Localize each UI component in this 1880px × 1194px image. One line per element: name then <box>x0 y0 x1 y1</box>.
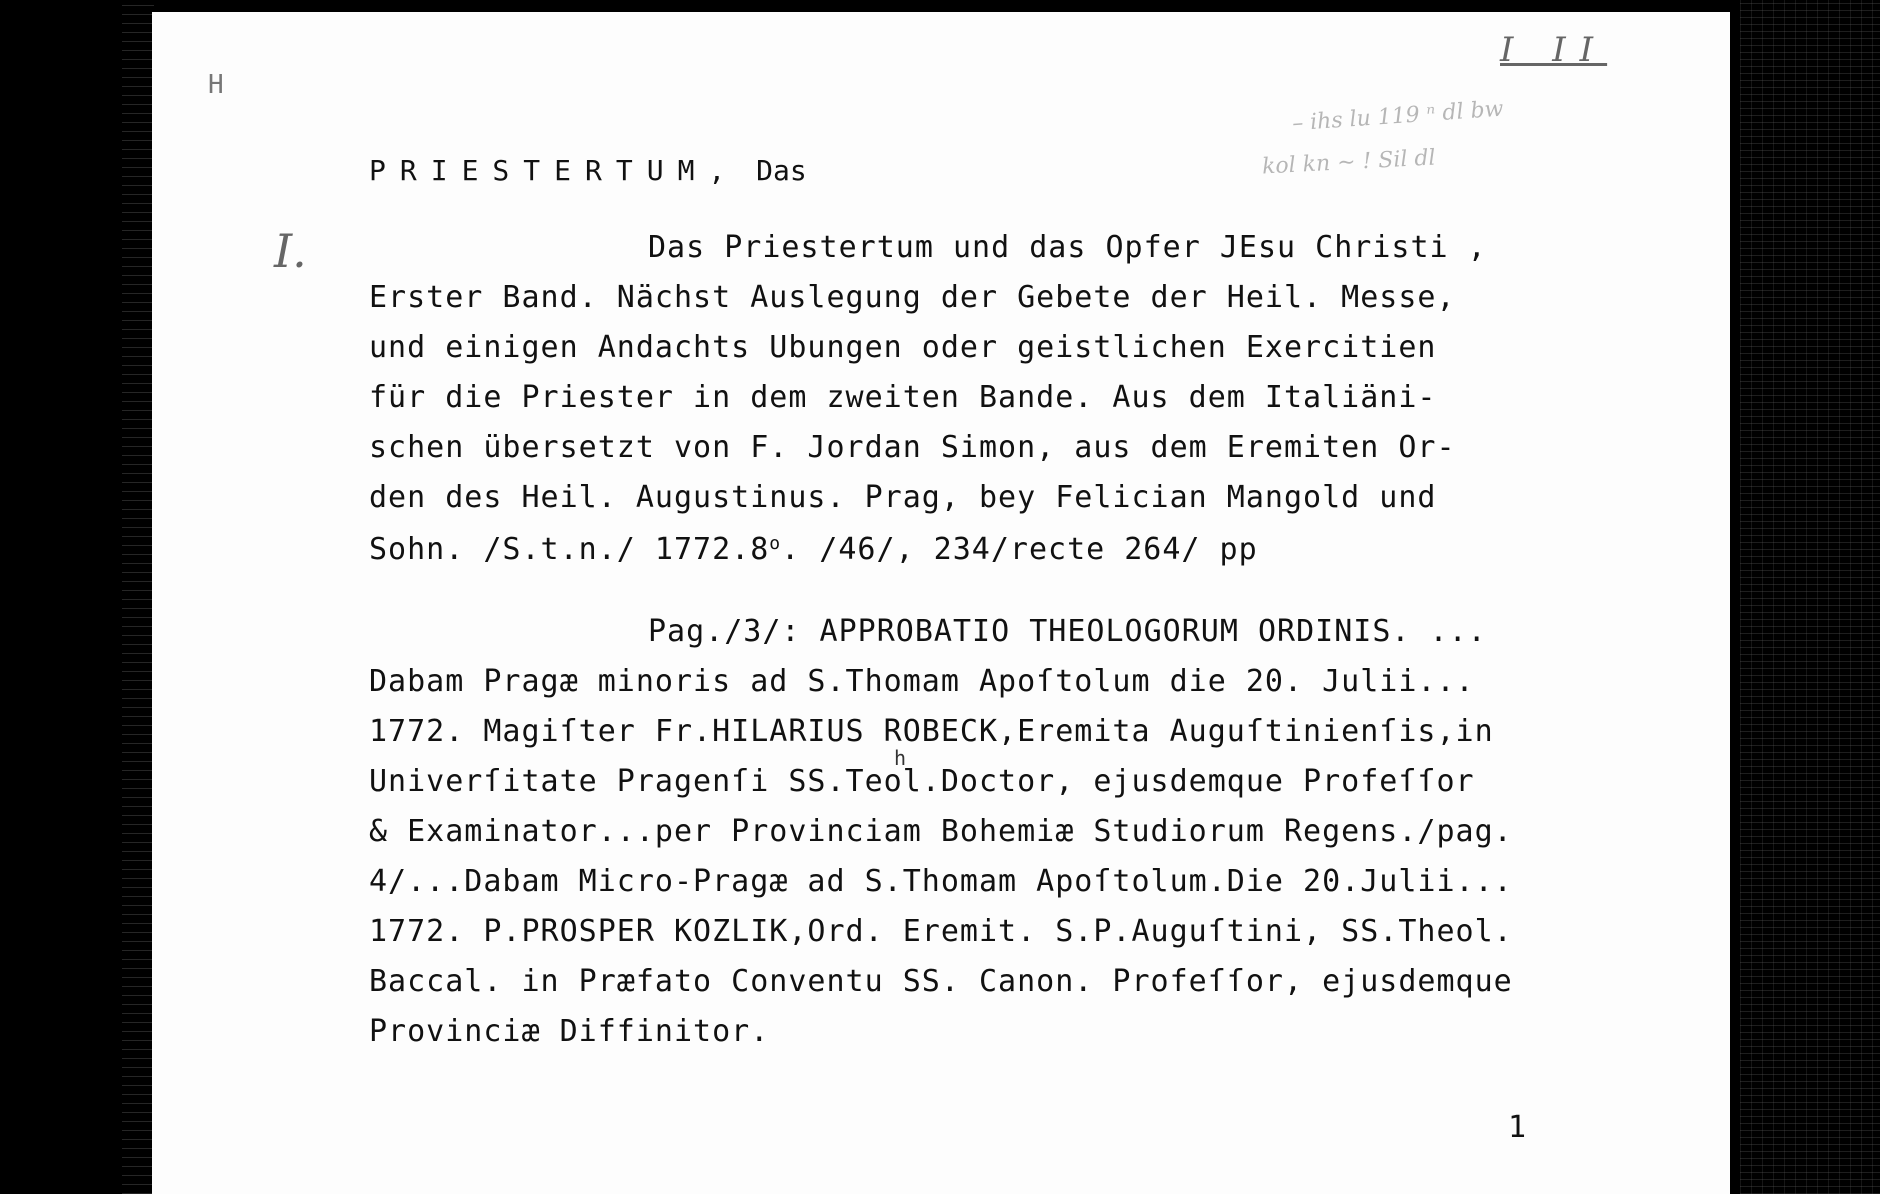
para1-line: schen übersetzt von F. Jordan Simon, aus dem Eremiten Or- <box>369 430 1456 465</box>
pencil-scribble-2: kol kn ~ ! Sil dl <box>1261 145 1437 180</box>
imprint-text: Sohn. /S.t.n./ 1772.8 <box>369 532 770 567</box>
index-card <box>152 12 1730 1194</box>
pencil-volume-marks: I II <box>1500 30 1608 70</box>
para1-line: Das Priestertum und das Opfer JEsu Christi , <box>648 230 1487 265</box>
para2-line: & Examinator...per Provinciam Bohemiæ Studiorum Regens./pag. <box>369 814 1513 849</box>
page-number: 1 <box>1508 1110 1527 1145</box>
para2-line: 4/...Dabam Micro-Pragæ ad S.Thomam Apoſtolum.Die 20.Julii... <box>369 864 1513 899</box>
film-edge-left <box>122 0 154 1194</box>
entry-heading <box>369 154 807 187</box>
para1-last-line <box>369 532 1258 567</box>
para2-line: Pag./3/: APPROBATIO THEOLOGORUM ORDINIS. ... <box>648 614 1487 649</box>
para1-line: Erster Band. Nächst Auslegung der Gebete der Heil. Messe, <box>369 280 1456 315</box>
inline-correction: h <box>894 746 907 770</box>
heading-article: Das <box>756 154 807 187</box>
margin-note: I. <box>274 224 307 278</box>
para1-line: den des Heil. Augustinus. Prag, bey Felician Mangold und <box>369 480 1437 515</box>
collation-text: . /46/, 234/recte 264/ pp <box>781 532 1258 567</box>
pencil-scribble-1: – ihs lu 119 ⁿ dl bw <box>1291 96 1505 137</box>
para2-line: Univerſitate Pragenſi SS.Teol.Doctor, ejusdemque Profeſſor <box>369 764 1475 799</box>
para1-line: und einigen Andachts Ubungen oder geistlichen Exercitien <box>369 330 1437 365</box>
para1-line: für die Priester in dem zweiten Bande. Aus dem Italiäni- <box>369 380 1437 415</box>
corner-mark: H <box>208 70 224 100</box>
film-edge-right <box>1740 0 1880 1194</box>
para2-line: Provinciæ Diffinitor. <box>369 1014 770 1049</box>
heading-keyword: PRIESTERTUM, <box>369 154 740 187</box>
para2-line: Baccal. in Præfato Conventu SS. Canon. Profeſſor, ejusdemque <box>369 964 1513 999</box>
para2-line: 1772. Magiſter Fr.HILARIUS ROBECK,Eremita Auguſtinienſis,in <box>369 714 1494 749</box>
para2-line: Dabam Pragæ minoris ad S.Thomam Apoſtolum die 20. Julii... <box>369 664 1475 699</box>
para2-line: 1772. P.PROSPER KOZLIK,Ord. Eremit. S.P.Auguſtini, SS.Theol. <box>369 914 1513 949</box>
degree-mark: o <box>769 533 782 554</box>
